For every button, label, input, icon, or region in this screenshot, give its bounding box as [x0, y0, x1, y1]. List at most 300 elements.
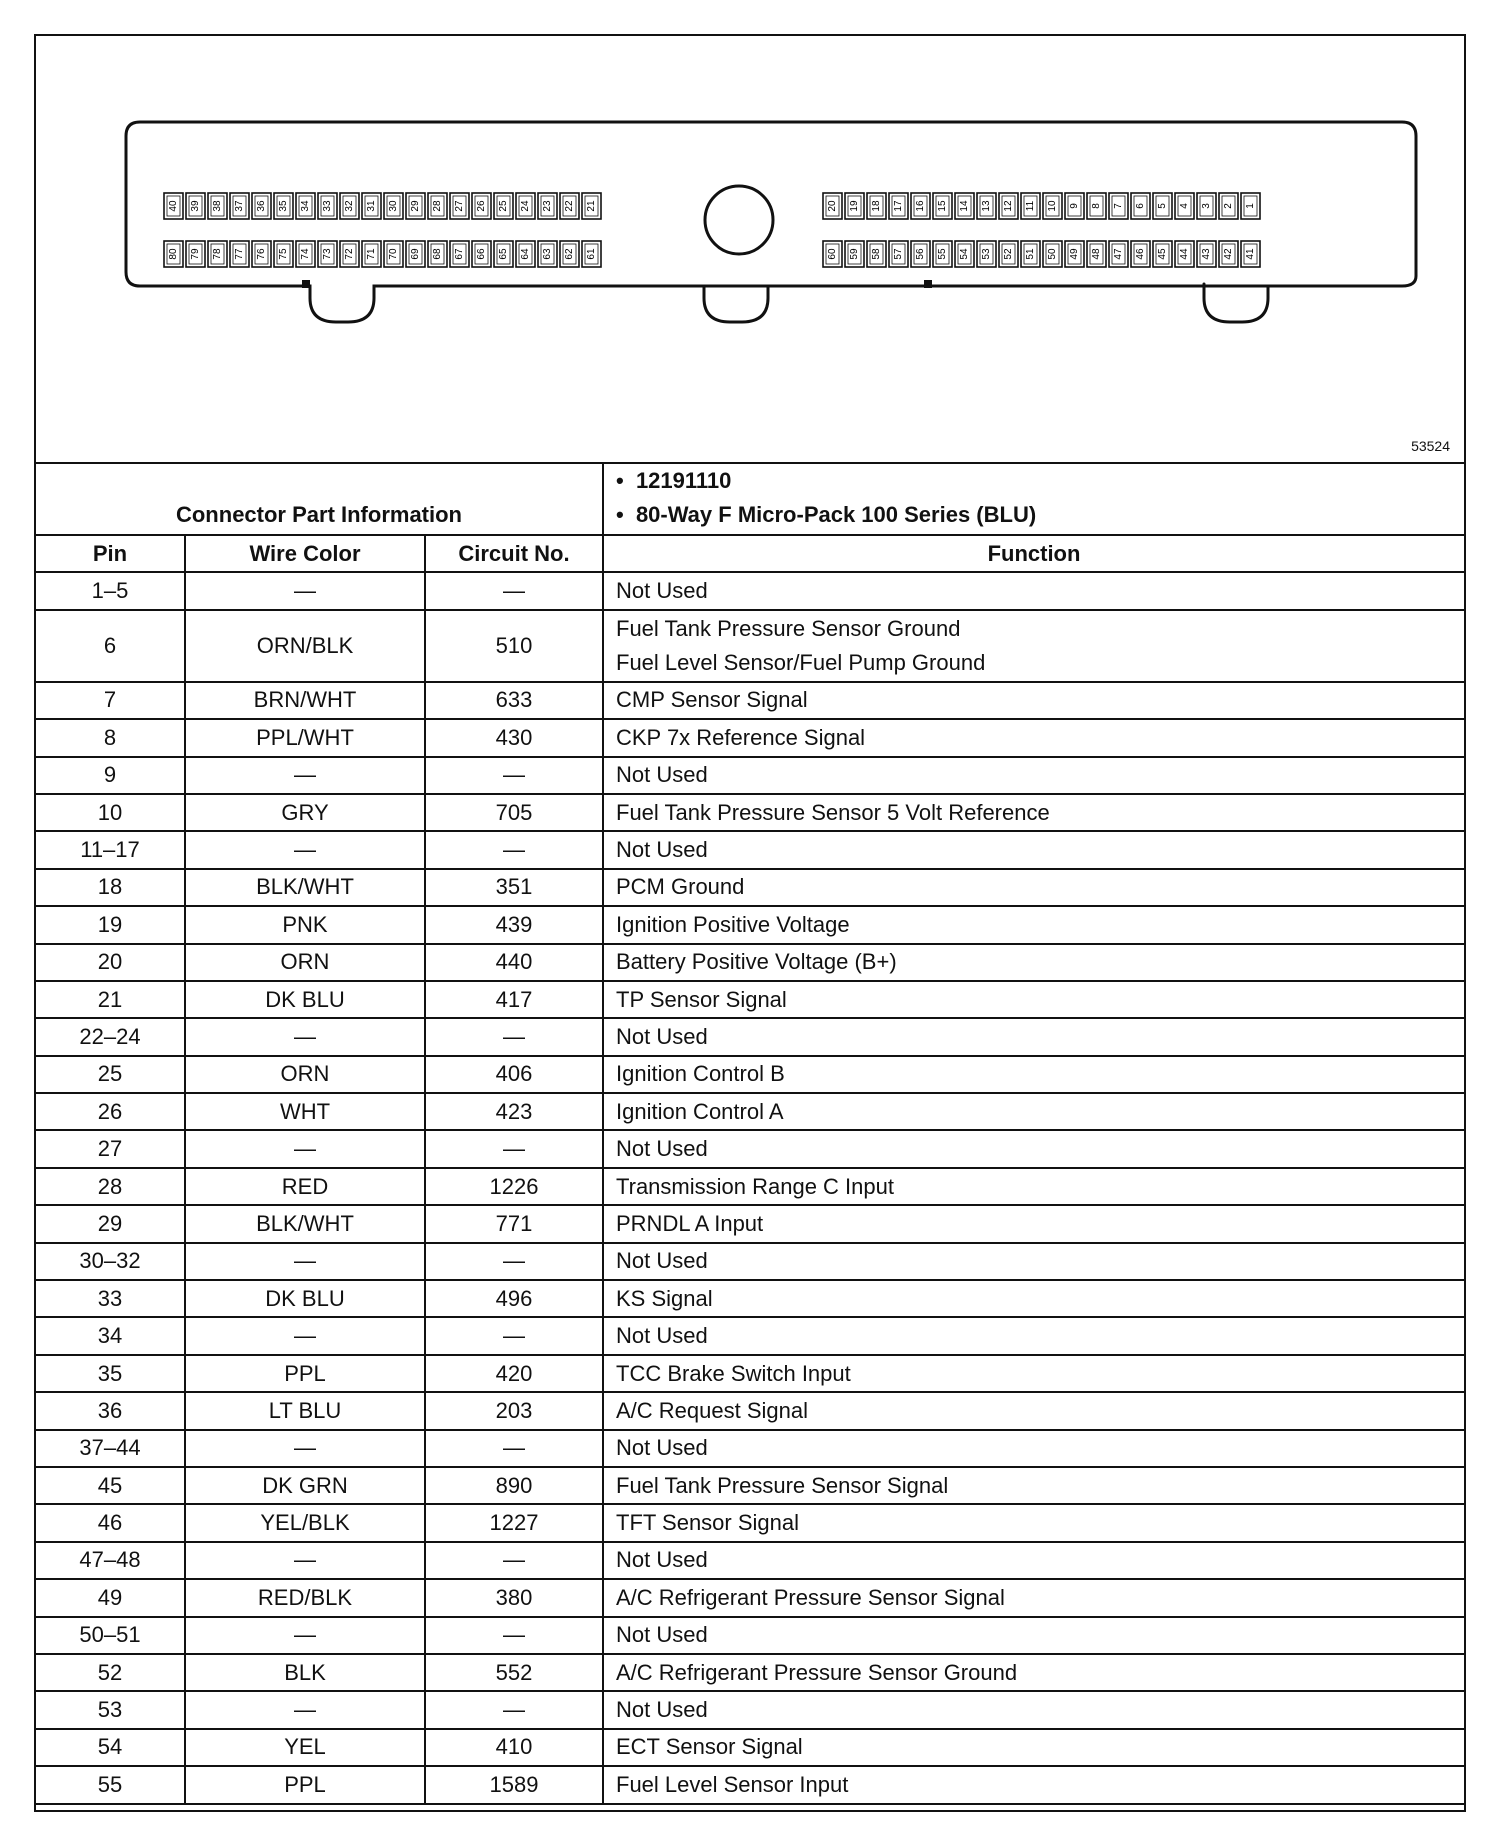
pin-cavity: [933, 193, 952, 219]
circuit-cell: —: [425, 831, 603, 868]
pin-cavity: [384, 193, 403, 219]
pin-cavity: [230, 241, 249, 267]
table-row: [36, 682, 1464, 719]
pin-number: 10: [1047, 200, 1058, 212]
pin-number: 56: [915, 248, 926, 260]
pin-number: 4: [1179, 203, 1190, 209]
pin-cavity: [867, 193, 886, 219]
pin-cavity: [340, 193, 359, 219]
pin-number: 73: [322, 248, 333, 260]
pin-cell: 53: [36, 1691, 185, 1728]
pin-cavity: [296, 193, 315, 219]
circuit-cell: 203: [425, 1392, 603, 1429]
pin-cell: 34: [36, 1317, 185, 1354]
connector-diagram: [36, 36, 1464, 464]
pin-cell: 26: [36, 1093, 185, 1130]
function-text: Not Used: [616, 1248, 708, 1274]
circuit-cell: 351: [425, 869, 603, 906]
wire-color-cell: PPL: [185, 1355, 425, 1392]
pin-number: 47: [1113, 248, 1124, 260]
pin-cell: 7: [36, 682, 185, 719]
pin-cavity: [999, 241, 1018, 267]
circuit-cell: 417: [425, 981, 603, 1018]
pin-cell: 55: [36, 1766, 185, 1803]
pin-number: 51: [1025, 248, 1036, 260]
wire-color-cell: DK GRN: [185, 1467, 425, 1504]
function-cell: [603, 757, 1464, 794]
function-cell: [603, 1355, 1464, 1392]
pin-number: 66: [476, 248, 487, 260]
function-text: CKP 7x Reference Signal: [616, 724, 866, 750]
pin-number: 74: [300, 248, 311, 260]
wire-color-cell: —: [185, 831, 425, 868]
circuit-cell: —: [425, 1542, 603, 1579]
pin-cavity: [538, 193, 557, 219]
pin-cavity: [450, 241, 469, 267]
function-text: Not Used: [616, 762, 708, 788]
pin-number: 24: [520, 200, 531, 212]
table-row: [36, 1542, 1464, 1579]
pin-number: 69: [410, 248, 421, 260]
polarity-mark-left: [302, 280, 310, 288]
pin-number: 6: [1135, 203, 1146, 209]
wire-color-cell: —: [185, 1430, 425, 1467]
pin-number: 33: [322, 200, 333, 212]
function-cell: [603, 981, 1464, 1018]
pin-number: 68: [432, 248, 443, 260]
pin-number: 50: [1047, 248, 1058, 260]
function-cell: [603, 1168, 1464, 1205]
function-cell: [603, 682, 1464, 719]
function-cell: [603, 1392, 1464, 1429]
wire-color-cell: DK BLU: [185, 981, 425, 1018]
circuit-cell: —: [425, 572, 603, 609]
wire-color-cell: DK BLU: [185, 1280, 425, 1317]
pin-number: 40: [168, 200, 179, 212]
pin-number: 48: [1091, 248, 1102, 260]
wire-color-cell: BLK/WHT: [185, 869, 425, 906]
connector-info-row: [36, 462, 1464, 535]
function-cell: [603, 1654, 1464, 1691]
pin-cell: 47–48: [36, 1542, 185, 1579]
circuit-cell: 705: [425, 794, 603, 831]
circuit-cell: 1227: [425, 1504, 603, 1541]
circuit-cell: —: [425, 1018, 603, 1055]
pin-cell: 35: [36, 1355, 185, 1392]
function-text: Ignition Control A: [616, 1098, 784, 1124]
pin-cavity: [911, 241, 930, 267]
pin-number: 72: [344, 248, 355, 260]
function-cell: [603, 1729, 1464, 1766]
pin-cavity: [1219, 193, 1238, 219]
function-cell: [603, 1766, 1464, 1803]
wire-color-cell: YEL: [185, 1729, 425, 1766]
pin-number: 58: [871, 248, 882, 260]
pin-cavity: [428, 241, 447, 267]
function-cell: [603, 1317, 1464, 1354]
wire-color-cell: RED: [185, 1168, 425, 1205]
pin-number: 36: [256, 200, 267, 212]
wire-color-cell: BLK: [185, 1654, 425, 1691]
column-header-pin: Pin: [36, 535, 185, 572]
pin-number: 17: [893, 200, 904, 212]
circuit-cell: 1589: [425, 1766, 603, 1803]
pin-cavity: [472, 193, 491, 219]
circuit-cell: 420: [425, 1355, 603, 1392]
pin-number: 27: [454, 200, 465, 212]
table-row: [36, 1654, 1464, 1691]
circuit-cell: 633: [425, 682, 603, 719]
wire-color-cell: BRN/WHT: [185, 682, 425, 719]
pin-cell: 1–5: [36, 572, 185, 609]
pin-cavity: [845, 193, 864, 219]
pin-cavity: [1241, 193, 1260, 219]
function-cell: [603, 1617, 1464, 1654]
pin-cell: 30–32: [36, 1243, 185, 1280]
wire-color-cell: ORN: [185, 1056, 425, 1093]
function-text: Not Used: [616, 1023, 708, 1049]
function-text: Not Used: [616, 837, 708, 863]
table-row: [36, 1093, 1464, 1130]
pin-number: 70: [388, 248, 399, 260]
circuit-cell: 496: [425, 1280, 603, 1317]
function-text: PRNDL A Input: [616, 1210, 764, 1236]
circuit-cell: —: [425, 1317, 603, 1354]
pin-number: 64: [520, 248, 531, 260]
function-cell: [603, 1542, 1464, 1579]
table-row: [36, 1355, 1464, 1392]
circuit-cell: 1226: [425, 1168, 603, 1205]
pin-cavity: [1065, 241, 1084, 267]
table-row: [36, 1280, 1464, 1317]
table-row: [36, 1691, 1464, 1728]
pin-cell: 49: [36, 1579, 185, 1616]
circuit-cell: 430: [425, 719, 603, 756]
pin-cavity: [472, 241, 491, 267]
wire-color-cell: —: [185, 1317, 425, 1354]
pin-number: 32: [344, 200, 355, 212]
function-text: ECT Sensor Signal: [616, 1734, 803, 1760]
wire-color-cell: ORN: [185, 944, 425, 981]
pin-number: 41: [1245, 248, 1256, 260]
figure-number: 53524: [1411, 438, 1450, 454]
pin-number: 22: [564, 200, 575, 212]
table-row: [36, 572, 1464, 609]
function-text: Not Used: [616, 1435, 708, 1461]
wire-color-cell: —: [185, 1617, 425, 1654]
pin-number: 63: [542, 248, 553, 260]
connector-info-bullets: [603, 462, 1464, 535]
pin-cavity: [252, 193, 271, 219]
pin-number: 59: [849, 248, 860, 260]
circuit-cell: 406: [425, 1056, 603, 1093]
function-cell: [603, 1205, 1464, 1242]
pin-cavity: [933, 241, 952, 267]
function-cell: [603, 831, 1464, 868]
pin-number: 80: [168, 248, 179, 260]
pin-cavity: [318, 241, 337, 267]
pin-number: 54: [959, 248, 970, 260]
pin-number: 53: [981, 248, 992, 260]
pin-cavity: [362, 193, 381, 219]
pin-number: 20: [827, 200, 838, 212]
pin-cavity: [340, 241, 359, 267]
function-cell: [603, 1430, 1464, 1467]
function-cell: [603, 944, 1464, 981]
pin-cell: 21: [36, 981, 185, 1018]
table-row: [36, 1430, 1464, 1467]
pin-cavity: [999, 193, 1018, 219]
pin-cavity: [450, 193, 469, 219]
pin-cell: 27: [36, 1130, 185, 1167]
table-row: [36, 1467, 1464, 1504]
pin-number: 23: [542, 200, 553, 212]
pin-number: 75: [278, 248, 289, 260]
pin-number: 78: [212, 248, 223, 260]
function-text: Not Used: [616, 1547, 708, 1573]
function-text: A/C Refrigerant Pressure Sensor Signal: [616, 1584, 1005, 1610]
pin-cell: 45: [36, 1467, 185, 1504]
pin-cavity: [428, 193, 447, 219]
wire-color-cell: LT BLU: [185, 1392, 425, 1429]
function-text: TP Sensor Signal: [616, 986, 787, 1012]
pin-cavity: [1021, 193, 1040, 219]
function-cell: [603, 1130, 1464, 1167]
pin-cell: 18: [36, 869, 185, 906]
function-cell: [603, 1018, 1464, 1055]
pin-cell: 9: [36, 757, 185, 794]
pin-cavity: [1175, 193, 1194, 219]
pin-number: 1: [1245, 203, 1256, 209]
pinout-rows: [36, 572, 1464, 1803]
function-text: Ignition Control B: [616, 1061, 785, 1087]
pin-number: 35: [278, 200, 289, 212]
connector-sheet: [34, 34, 1466, 1812]
pin-block-right-top: [823, 193, 1260, 219]
wire-color-cell: —: [185, 1243, 425, 1280]
function-text: A/C Request Signal: [616, 1397, 808, 1423]
pin-number: 21: [586, 200, 597, 212]
pin-number: 31: [366, 200, 377, 212]
function-cell: [603, 610, 1464, 682]
wire-color-cell: WHT: [185, 1093, 425, 1130]
pin-cavity: [1021, 241, 1040, 267]
pin-number: 43: [1201, 248, 1212, 260]
function-text: Fuel Level Sensor Input: [616, 1771, 849, 1797]
pin-cavity: [845, 241, 864, 267]
function-text: Fuel Level Sensor/Fuel Pump Ground: [616, 649, 986, 675]
circuit-cell: —: [425, 1691, 603, 1728]
circuit-cell: 423: [425, 1093, 603, 1130]
pin-cavity: [1153, 241, 1172, 267]
function-text: Not Used: [616, 578, 708, 604]
pin-cavity: [1197, 193, 1216, 219]
wire-color-cell: —: [185, 757, 425, 794]
pin-number: 9: [1069, 203, 1080, 209]
pin-cavity: [362, 241, 381, 267]
pin-cavity: [494, 193, 513, 219]
function-text: Not Used: [616, 1323, 708, 1349]
function-text: TCC Brake Switch Input: [616, 1360, 851, 1386]
table-row: [36, 831, 1464, 868]
pin-cell: 28: [36, 1168, 185, 1205]
pin-number: 16: [915, 200, 926, 212]
circuit-cell: 410: [425, 1729, 603, 1766]
pin-number: 30: [388, 200, 399, 212]
pin-cavity: [1131, 241, 1150, 267]
table-row: [36, 1056, 1464, 1093]
wire-color-cell: —: [185, 1691, 425, 1728]
table-row: [36, 794, 1464, 831]
connector-face-drawing: [36, 36, 1464, 462]
pin-cell: 37–44: [36, 1430, 185, 1467]
bullet-connector-type: • 80-Way F Micro-Pack 100 Series (BLU): [616, 502, 1037, 527]
table-row: [36, 1579, 1464, 1616]
table-row: [36, 1168, 1464, 1205]
function-text: Battery Positive Voltage (B+): [616, 949, 897, 975]
column-header-wire-color: Wire Color: [185, 535, 425, 572]
function-text: TFT Sensor Signal: [616, 1510, 800, 1536]
pin-cavity: [1153, 193, 1172, 219]
table-row: [36, 610, 1464, 682]
pin-cell: 19: [36, 906, 185, 943]
connector-info-label: Connector Part Information: [36, 462, 603, 535]
function-cell: [603, 906, 1464, 943]
pin-cavity: [186, 193, 205, 219]
function-cell: [603, 1467, 1464, 1504]
wire-color-cell: YEL/BLK: [185, 1504, 425, 1541]
pin-cell: 29: [36, 1205, 185, 1242]
pin-number: 55: [937, 248, 948, 260]
table-row: [36, 1130, 1464, 1167]
pin-cavity: [977, 241, 996, 267]
pin-number: 42: [1223, 248, 1234, 260]
function-cell: [603, 1243, 1464, 1280]
pin-cell: 50–51: [36, 1617, 185, 1654]
pin-number: 44: [1179, 248, 1190, 260]
table-row: [36, 944, 1464, 981]
function-cell: [603, 572, 1464, 609]
table-row: [36, 1617, 1464, 1654]
pin-number: 60: [827, 248, 838, 260]
pin-cavity: [1219, 241, 1238, 267]
pin-cavity: [230, 193, 249, 219]
pin-cavity: [560, 241, 579, 267]
pin-number: 76: [256, 248, 267, 260]
pin-cell: 46: [36, 1504, 185, 1541]
pin-number: 79: [190, 248, 201, 260]
pin-number: 8: [1091, 203, 1102, 209]
function-text: Not Used: [616, 1697, 708, 1723]
function-cell: [603, 1579, 1464, 1616]
table-row: [36, 1766, 1464, 1803]
function-cell: [603, 1691, 1464, 1728]
circuit-cell: 890: [425, 1467, 603, 1504]
pin-number: 7: [1113, 203, 1124, 209]
function-text: Not Used: [616, 1136, 708, 1162]
pin-number: 49: [1069, 248, 1080, 260]
polarity-mark-right: [924, 280, 932, 288]
pin-cavity: [823, 193, 842, 219]
wire-color-cell: BLK/WHT: [185, 1205, 425, 1242]
pin-cavity: [1087, 241, 1106, 267]
circuit-cell: —: [425, 1130, 603, 1167]
pin-cell: 10: [36, 794, 185, 831]
pin-cavity: [494, 241, 513, 267]
pin-cavity: [955, 241, 974, 267]
pin-cavity: [274, 241, 293, 267]
wire-color-cell: GRY: [185, 794, 425, 831]
table-row: [36, 1317, 1464, 1354]
pin-number: 13: [981, 200, 992, 212]
circuit-cell: 380: [425, 1579, 603, 1616]
pin-number: 11: [1025, 200, 1036, 212]
circuit-cell: —: [425, 1617, 603, 1654]
wire-color-cell: —: [185, 1130, 425, 1167]
table-row: [36, 1205, 1464, 1242]
pin-cavity: [384, 241, 403, 267]
pin-number: 62: [564, 248, 575, 260]
pin-cavity: [560, 193, 579, 219]
wire-color-cell: RED/BLK: [185, 1579, 425, 1616]
pin-cavity: [296, 241, 315, 267]
pin-cell: 36: [36, 1392, 185, 1429]
pin-cavity: [1043, 193, 1062, 219]
pin-cavity: [274, 193, 293, 219]
function-text: Fuel Tank Pressure Sensor 5 Volt Reference: [616, 799, 1050, 825]
center-bolt-hole: [705, 186, 773, 254]
function-cell: [603, 794, 1464, 831]
pin-cavity: [889, 193, 908, 219]
pin-number: 37: [234, 200, 245, 212]
pin-number: 14: [959, 200, 970, 212]
pin-cavity: [406, 241, 425, 267]
table-row: [36, 719, 1464, 756]
pin-cell: 11–17: [36, 831, 185, 868]
pin-number: 28: [432, 200, 443, 212]
wire-color-cell: —: [185, 1542, 425, 1579]
wire-color-cell: PNK: [185, 906, 425, 943]
table-row: [36, 1729, 1464, 1766]
pin-cavity: [1043, 241, 1062, 267]
pin-block-left-top: [164, 193, 601, 219]
pin-number: 77: [234, 248, 245, 260]
table-row: [36, 869, 1464, 906]
pin-number: 29: [410, 200, 421, 212]
wire-color-cell: —: [185, 1018, 425, 1055]
function-cell: [603, 869, 1464, 906]
pin-number: 38: [212, 200, 223, 212]
pin-number: 2: [1223, 203, 1234, 209]
function-text: Not Used: [616, 1622, 708, 1648]
table-row: [36, 981, 1464, 1018]
pin-cell: 33: [36, 1280, 185, 1317]
pin-cell: 20: [36, 944, 185, 981]
pin-cavity: [1131, 193, 1150, 219]
circuit-cell: 552: [425, 1654, 603, 1691]
pin-cavity: [164, 193, 183, 219]
function-cell: [603, 1280, 1464, 1317]
function-text: Fuel Tank Pressure Sensor Ground: [616, 615, 961, 641]
table-row: [36, 1392, 1464, 1429]
pin-cavity: [186, 241, 205, 267]
pin-number: 52: [1003, 248, 1014, 260]
pin-cavity: [1065, 193, 1084, 219]
circuit-cell: 510: [425, 610, 603, 682]
pin-number: 18: [871, 200, 882, 212]
pin-cavity: [516, 193, 535, 219]
pin-cavity: [1197, 241, 1216, 267]
